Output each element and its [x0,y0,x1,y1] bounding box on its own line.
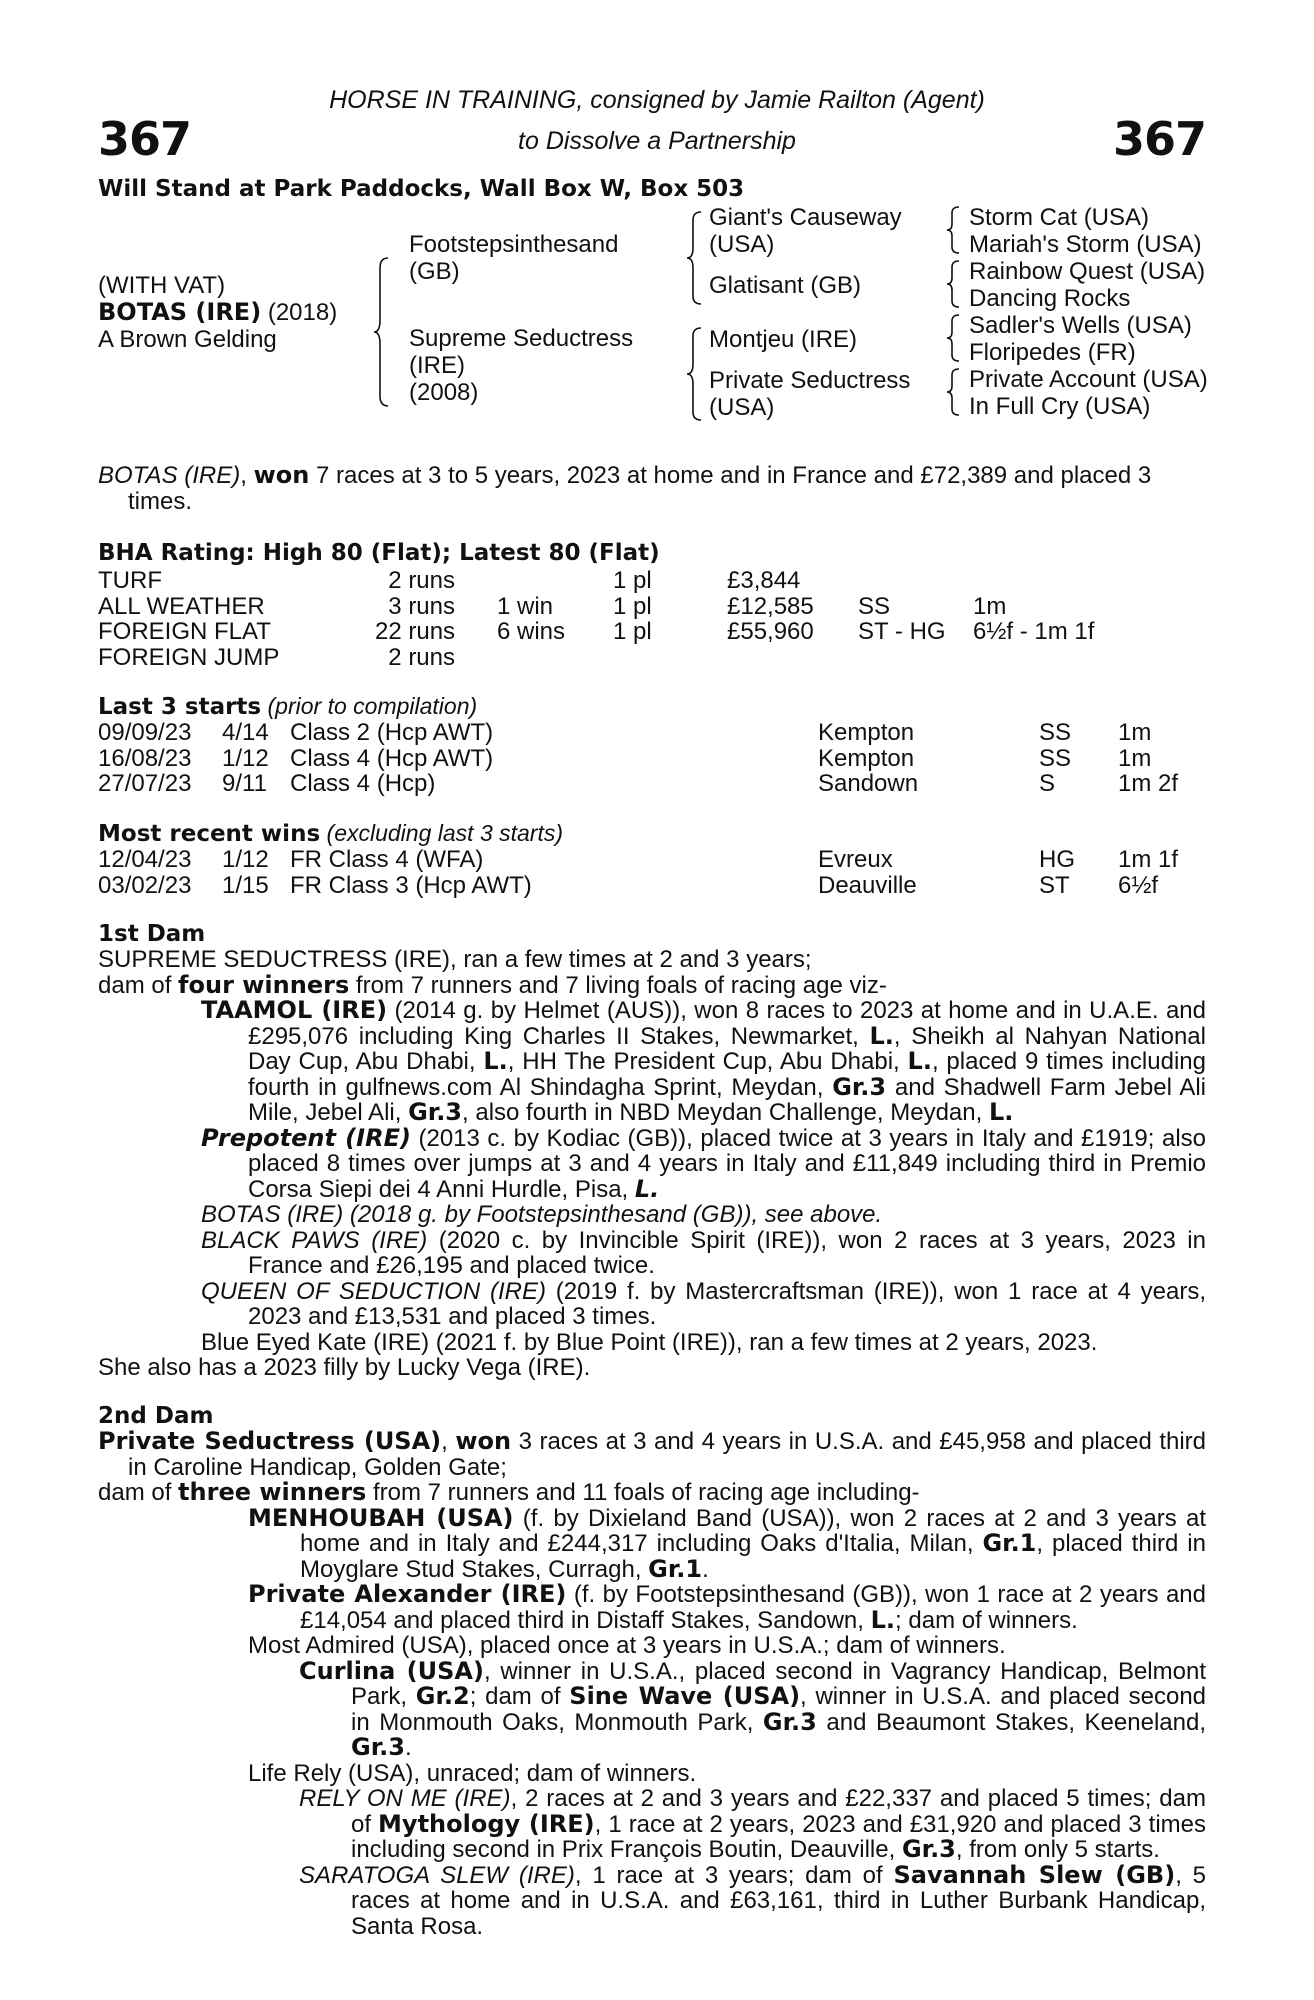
stand-location: Will Stand at Park Paddocks, Wall Box W, Box 503 [98,176,745,202]
produce-saratoga-slew: SARATOGA SLEW (IRE), 1 race at 3 years; dam of Savannah Slew (GB), 5 races at home and in U.S.A. and £63,161, third in Luther Burbank Handicap, Santa Rosa. [299,1860,1207,1940]
win-course: Evreux [818,846,893,873]
start-going: S [1039,770,1056,797]
win-going: ST [1039,871,1070,899]
win-race: FR Class 3 (Hcp AWT) [290,871,532,899]
pedigree-dam-dam: Private Seductress (USA) [709,367,911,421]
rating-runs: 2 runs [388,643,455,671]
pedigree-brace-g4 [945,367,961,417]
rating-wins: 6 wins [497,618,566,645]
rating-distance: 6½f - 1m 1f [973,618,1095,645]
start-date: 09/09/23 [98,719,192,746]
pedigree-brace-main [372,256,392,408]
second-dam-line1: Private Seductress (USA), won 3 races at 3 and 4 years in U.S.A. and £45,958 and placed third in Caroline Handicap, Golden Gate; [98,1427,1206,1481]
produce-rely-on-me: RELY ON ME (IRE), 2 races at 2 and 3 years and £22,337 and placed 5 times; dam of Mythology (IRE), 1 race at 2 years, 2023 and £31,920 and placed 3 times including second in Prix François Boutin, Deauville, Gr.3, from only 5 starts. [299,1785,1207,1863]
start-course: Sandown [818,770,919,797]
pedigree-dam-sire: Montjeu (IRE) [709,326,858,353]
produce-black-paws: BLACK PAWS (IRE) (2020 c. by Invincible Spirit (IRE)), won 2 races at 3 years, 2023 in France and £26,195 and placed twice. [201,1226,1206,1279]
rating-going: ST - HG [858,618,946,645]
win-going: HG [1039,846,1075,873]
rating-runs: 2 runs [388,567,455,594]
first-dam-heading: 1st Dam [98,921,206,947]
produce-blue-eyed-kate: Blue Eyed Kate (IRE) (2021 f. by Blue Point (IRE)), ran a few times at 2 years, 2023. [201,1328,1098,1356]
rating-heading: BHA Rating: High 80 (Flat); Latest 80 (Flat) [98,540,660,566]
consignor-line: HORSE IN TRAINING, consigned by Jamie Railton (Agent) [329,86,985,114]
win-course: Deauville [818,871,917,899]
start-date: 27/07/23 [98,770,192,797]
rating-wins: 1 win [497,592,554,620]
produce-taamol: TAAMOL (IRE) (2014 g. by Helmet (AUS)), won 8 races to 2023 at home and in U.A.E. and £295,076 including King Charles II Stakes, Newmarket, L., Sheikh al Nahyan National Day Cup, Abu Dhabi, L., HH The President Cup, Abu Dhabi, L., placed 9 times including fourth in gulfnews.com Al Shindagha Sprint, Meydan, Gr.3 and Shadwell Farm Jebel Ali Mile, Jebel Ali, Gr.3, also fourth in NBD Meydan Challenge, Meydan, L. [201,996,1206,1126]
start-race: Class 4 (Hcp AWT) [290,744,494,772]
win-distance: 1m 1f [1118,846,1179,873]
produce-private-alexander: Private Alexander (IRE) (f. by Footstepsinthesand (GB)), won 1 race at 2 years and £14,054 and placed third in Distaff Stakes, Sandown, L.; dam of winners. [248,1580,1206,1634]
start-date: 16/08/23 [98,744,192,772]
race-summary: BOTAS (IRE), won 7 races at 3 to 5 years, 2023 at home and in France and £72,389 and placed 3 times. [98,461,1152,515]
produce-botas: BOTAS (IRE) (2018 g. by Footstepsinthesand (GB)), see above. [201,1201,883,1228]
start-course: Kempton [818,719,915,746]
pedigree-brace-dam [685,326,705,422]
pedigree-brace-g1 [945,205,961,255]
produce-life-rely: Life Rely (USA), unraced; dam of winners. [248,1759,697,1787]
horse-title [98,299,337,326]
second-dam-heading: 2nd Dam [98,1403,214,1429]
pedigree-sire: Footstepsinthesand (GB) [409,231,619,285]
last-starts-heading: Last 3 starts (prior to compilation) [98,693,478,720]
rating-prize: £3,844 [727,567,801,594]
start-course: Kempton [818,744,915,772]
pedigree-brace-g3 [945,313,961,363]
win-distance: 6½f [1118,871,1159,899]
rating-placed: 1 pl [613,592,652,620]
first-dam-line1: SUPREME SEDUCTRESS (IRE), ran a few times at 2 and 3 years; [98,946,812,973]
lot-number-right: 367 [1112,112,1206,166]
pedigree-g1: Storm Cat (USA) [969,204,1150,231]
pedigree-g6: Floripedes (FR) [969,339,1136,366]
consignor-subline: to Dissolve a Partnership [518,127,796,155]
pedigree-brace-sire [685,210,705,306]
rating-surface: TURF [98,567,162,594]
rating-runs: 22 runs [375,618,456,645]
start-position: 4/14 [222,719,269,746]
pedigree-g8: In Full Cry (USA) [969,393,1151,420]
second-dam-section [98,1429,1206,1939]
pedigree-dam: Supreme Seductress (IRE) (2008) [409,325,634,406]
produce-most-admired: Most Admired (USA), placed once at 3 years in U.S.A.; dam of winners. [248,1632,1006,1659]
first-dam-line2: dam of four winners from 7 runners and 7 living foals of racing age viz- [98,970,887,999]
start-distance: 1m 2f [1118,770,1179,797]
produce-curlina: Curlina (USA), winner in U.S.A., placed second in Vagrancy Handicap, Belmont Park, Gr.2; dam of Sine Wave (USA), winner in U.S.A. and placed second in Monmouth Oaks, Monmouth Park, Gr.3 and Beaumont Stakes, Keeneland, Gr.3. [299,1656,1207,1761]
win-position: 1/15 [222,871,269,899]
win-race: FR Class 4 (WFA) [290,846,484,873]
rating-placed: 1 pl [613,618,652,645]
produce-menhoubah: MENHOUBAH (USA) (f. by Dixieland Band (USA)), won 2 races at 2 and 3 years at home and in Italy and £244,317 including Oaks d'Italia, Milan, Gr.1, placed third in Moyglare Stud Stakes, Curragh, Gr.1. [248,1503,1207,1583]
start-going: SS [1039,719,1072,746]
lot-number-left: 367 [98,112,192,166]
pedigree-brace-g2 [945,259,961,309]
start-position: 1/12 [222,744,269,772]
rating-prize: £12,585 [727,592,814,620]
rating-surface: FOREIGN FLAT [98,618,271,645]
rating-prize: £55,960 [727,618,814,645]
win-date: 12/04/23 [98,846,192,873]
start-going: SS [1039,744,1072,772]
win-date: 03/02/23 [98,871,192,899]
second-dam-line2: dam of three winners from 7 runners and 11 foals of racing age including- [98,1478,920,1506]
rating-distance: 1m [973,592,1007,620]
first-dam-also: She also has a 2023 filly by Lucky Vega (IRE). [98,1354,591,1381]
pedigree-g7: Private Account (USA) [969,366,1208,393]
rating-surface: ALL WEATHER [98,592,265,620]
win-position: 1/12 [222,846,269,873]
recent-wins-heading: Most recent wins (excluding last 3 starts) [98,820,564,847]
produce-prepotent: Prepotent (IRE) (2013 c. by Kodiac (GB)), placed twice at 3 years in Italy and £1919; also placed 8 times over jumps at 3 and 4 years in Italy and £11,849 including third in Premio Corsa Siepi dei 4 Anni Hurdle, Pisa, L. [201,1123,1206,1203]
produce-queen-of-seduction: QUEEN OF SEDUCTION (IRE) (2019 f. by Mastercraftsman (IRE)), won 1 race at 4 years, 2023 and £13,531 and placed 3 times. [201,1277,1207,1330]
vat-note: (WITH VAT) [98,272,226,299]
horse-description: A Brown Gelding [98,326,277,353]
start-distance: 1m [1118,719,1152,746]
rating-surface: FOREIGN JUMP [98,643,280,671]
pedigree-g5: Sadler's Wells (USA) [969,312,1192,339]
first-dam-section [98,947,1206,1381]
rating-going: SS [858,592,891,620]
pedigree-g4: Dancing Rocks [969,285,1131,312]
rating-placed: 1 pl [613,567,652,594]
horse-name: BOTAS (IRE) [98,298,262,326]
pedigree-g2: Mariah's Storm (USA) [969,231,1202,258]
pedigree-sire-dam: Glatisant (GB) [709,272,862,299]
rating-runs: 3 runs [388,592,455,620]
start-race: Class 4 (Hcp) [290,770,436,797]
horse-year: (2018) [267,299,338,326]
start-race: Class 2 (Hcp AWT) [290,719,494,746]
start-position: 9/11 [222,770,267,797]
pedigree-sire-sire: Giant's Causeway (USA) [709,204,902,258]
start-distance: 1m [1118,744,1152,772]
pedigree-g3: Rainbow Quest (USA) [969,258,1206,285]
